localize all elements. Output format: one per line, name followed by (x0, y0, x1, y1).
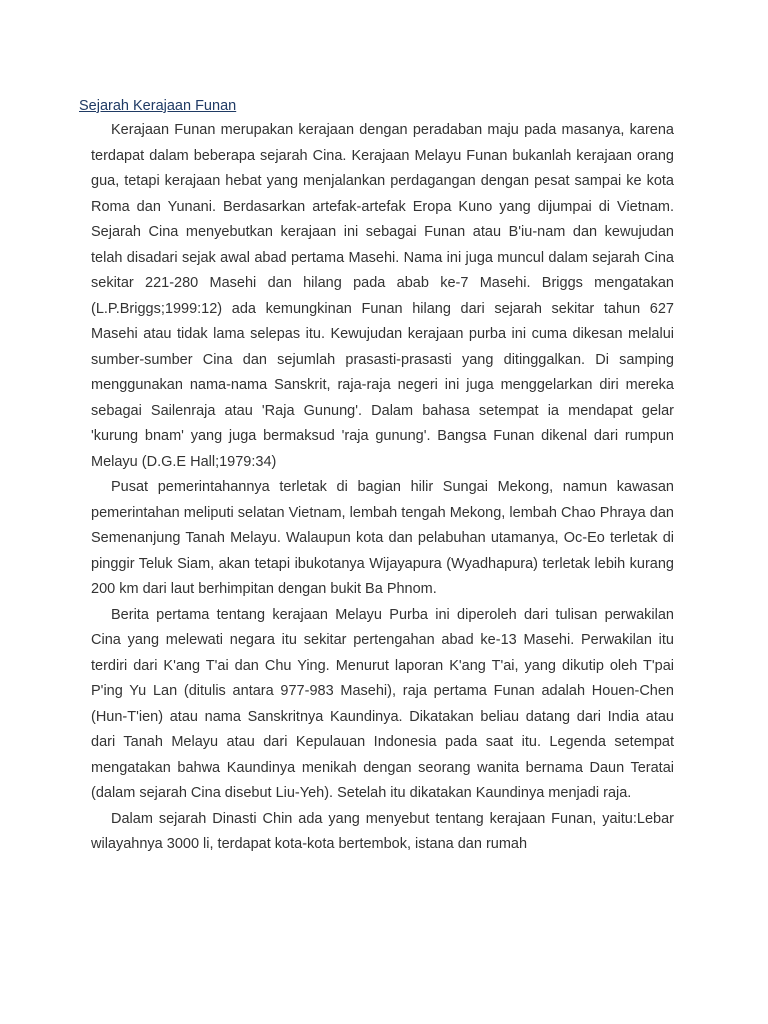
paragraph-intro: Kerajaan Funan merupakan kerajaan dengan peradaban maju pada masanya, karena terdapat dalam beberapa sejarah Cina. Kerajaan Melayu Funan bukanlah kerajaan orang gua, tetapi kerajaan hebat yang menjalankan perdagangan dengan pesat sampai ke kota Roma dan Yunani. Berdasarkan artefak-artefak Eropa Kuno yang dijumpai di Vietnam. Sejarah Cina menyebutkan kerajaan ini sebagai Funan atau B'iu-nam dan kewujudan telah disadari sejak awal abad pertama Masehi. Nama ini juga muncul dalam sejarah Cina sekitar 221-280 Masehi dan hilang pada abab ke-7 Masehi. Briggs mengatakan (L.P.Briggs;1999:12) ada kemungkinan Funan hilang dari sejarah sekitar tahun 627 Masehi atau tidak lama selepas itu. Kewujudan kerajaan purba ini cuma dikesan melalui sumber-sumber Cina dan sejumlah prasasti-prasasti yang ditinggalkan. Di samping menggunakan nama-nama Sanskrit, raja-raja negeri ini juga menggelarkan diri mereka sebagai Sailenraja atau 'Raja Gunung'. Dalam bahasa setempat ia mendapat gelar 'kurung bnam' yang juga bermaksud 'raja gunung'. Bangsa Funan dikenal dari rumpun Melayu (D.G.E Hall;1979:34) (91, 122, 674, 470)
document-page (79, 94, 674, 858)
paragraph-dinasti-chin: Dalam sejarah Dinasti Chin ada yang menyebut tentang kerajaan Funan, yaitu:Lebar wilayahnya 3000 li, terdapat kota-kota bertembok, istana dan rumah (91, 810, 674, 852)
document-title: Sejarah Kerajaan Funan (79, 98, 237, 114)
paragraph-berita-pertama: Berita pertama tentang kerajaan Melayu Purba ini diperoleh dari tulisan perwakilan Cina yang melewati negara itu sekitar pertengahan abad ke-13 Masehi. Perwakilan itu terdiri dari K'ang T'ai dan Chu Ying. Menurut laporan K'ang T'ai, yang dikutip oleh T'pai P'ing Yu Lan (ditulis antara 977-983 Masehi), raja pertama Funan adalah Houen-Chen (Hun-T'ien) atau nama Sanskritnya Kaundinya. Dikatakan beliau datang dari India atau dari Tanah Melayu atau dari Kepulauan Indonesia pada saat itu. Legenda setempat mengatakan bahwa Kaundinya menikah dengan seorang wanita bernama Daun Teratai (dalam sejarah Cina disebut Liu-Yeh). Setelah itu dikatakan Kaundinya menjadi raja. (91, 606, 674, 801)
paragraph-pusat-pemerintahan: Pusat pemerintahannya terletak di bagian hilir Sungai Mekong, namun kawasan pemerintahan meliputi selatan Vietnam, lembah tengah Mekong, lembah Chao Phraya dan Semenanjung Tanah Melayu. Walaupun kota dan pelabuhan utamanya, Oc-Eo terletak di pinggir Teluk Siam, akan tetapi ibukotanya Wijayapura (Wyadhapura) terletak lebih kurang 200 km dari laut berhimpitan dengan bukit Ba Phnom. (91, 479, 674, 597)
